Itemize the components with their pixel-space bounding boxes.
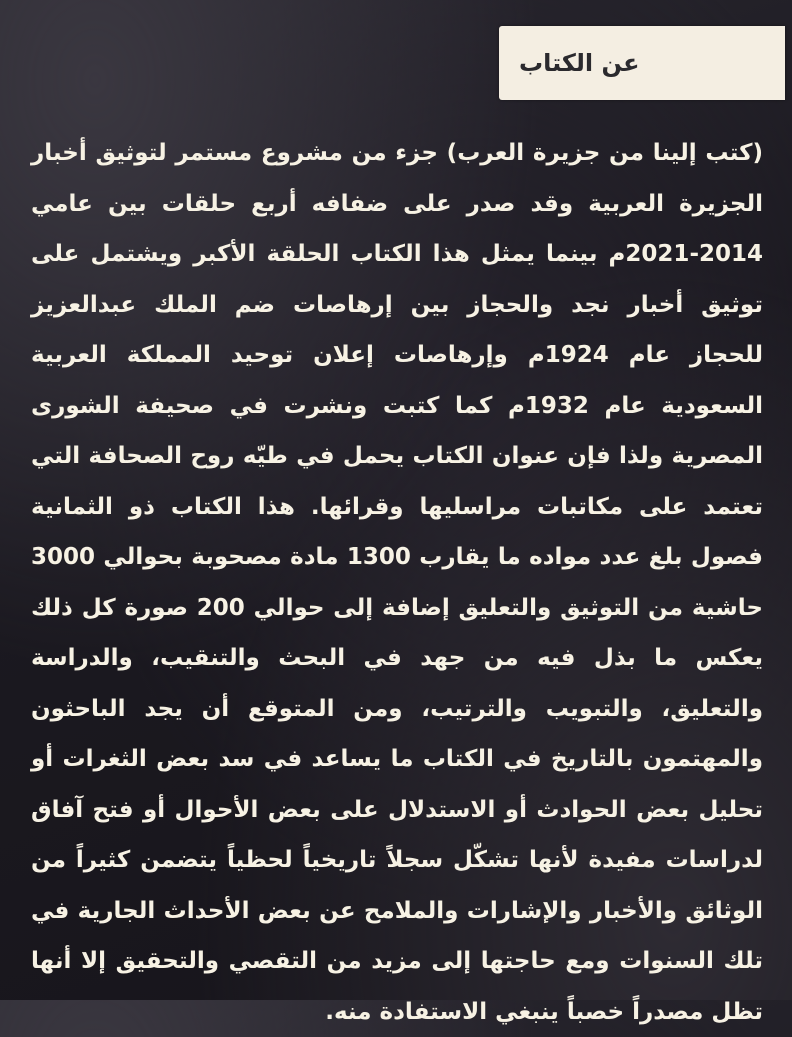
- book-description: (كتب إلينا من جزيرة العرب) جزء من مشروع مستمر لتوثيق أخبار الجزيرة العربية وقد صدر على ضفافه أربع حلقات بين عامي 2014-2021م بينما يمثل هذا الكتاب الحلقة الأكبر ويشتمل على توثيق أخبار نجد والحجاز بين إرهاصات ضم الملك عبدالعزيز للحجاز عام 1924م وإرهاصات إعلان توحيد المملكة العربية السعودية عام 1932م كما كتبت ونشرت في صحيفة الشورى المصرية ولذا فإن عنوان الكتاب يحمل في طيّه روح الصحافة التي تعتمد على مكاتبات مراسليها وقرائها. هذا الكتاب ذو الثمانية فصول بلغ عدد مواده ما يقارب 1300 مادة مصحوبة بحوالي 3000 حاشية من التوثيق والتعليق إضافة إلى حوالي 200 صورة كل ذلك يعكس ما بذل فيه من جهد في البحث والتنقيب، والدراسة والتعليق، والتبويب والترتيب، ومن المتوقع أن يجد الباحثون والمهتمون بالتاريخ في الكتاب ما يساعد في سد بعض الثغرات أو تحليل بعض الحوادث أو الاستدلال على بعض الأحوال أو فتح آفاق لدراسات مفيدة لأنها تشكّل سجلاً تاريخياً لحظياً يتضمن كثيراً من الوثائق والأخبار والإشارات والملامح عن بعض الأحداث الجارية في تلك السنوات ومع حاجتها إلى مزيد من التقصي والتحقيق إلا أنها تظل مصدراً خصباً ينبغي الاستفادة منه.: [31, 140, 763, 1025]
- section-title: عن الكتاب: [519, 49, 640, 77]
- section-title-box: [499, 26, 785, 100]
